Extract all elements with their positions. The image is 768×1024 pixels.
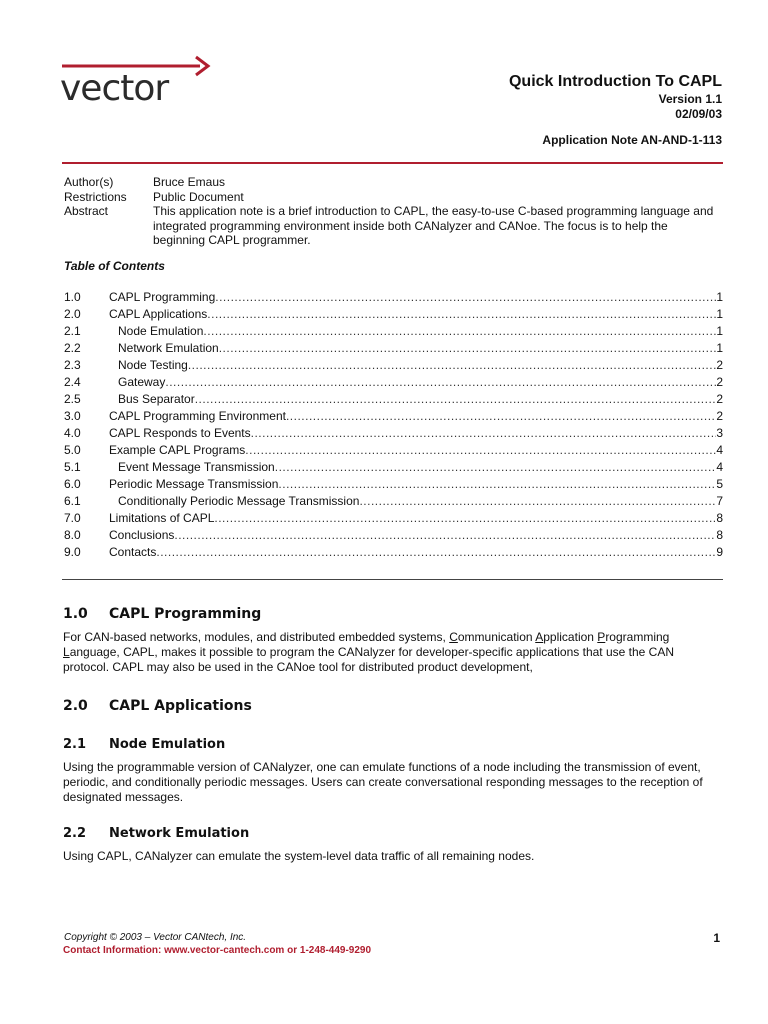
section-title: Network Emulation [109,826,250,841]
toc-entry-page: 8 [716,528,723,542]
toc-entry-number: 6.1 [64,494,81,508]
meta-abstract-row [64,204,719,248]
section-capl-applications [63,698,723,714]
paragraph-text: ommunication [457,630,536,644]
footer-copyright: Copyright © 2003 – Vector CANtech, Inc. [64,932,247,943]
toc-entry[interactable] [64,544,723,561]
toc-leader-dots [278,476,716,493]
meta-author-row [64,175,719,190]
acronym-letter: C [449,630,458,644]
toc-entry-number: 9.0 [64,545,81,559]
toc-entry-page: 9 [716,545,723,559]
toc-leader-dots [245,442,716,459]
logo-wordmark: vector [60,68,169,106]
toc-entry[interactable] [64,306,723,323]
toc-entry[interactable] [64,527,723,544]
toc-entry-title: Limitations of CAPL [109,511,215,525]
toc-entry[interactable] [64,442,723,459]
toc-leader-dots [203,323,716,340]
section-capl-programming [63,606,723,675]
toc-entry-page: 4 [716,443,723,457]
toc-entry-page: 2 [716,409,723,423]
toc-entry-page: 2 [716,392,723,406]
toc-leader-dots [215,289,716,306]
meta-restrictions-label: Restrictions [64,189,127,204]
toc-entry-title: Conclusions [109,528,175,542]
section-number: 1.0 [63,606,88,622]
toc-leader-dots [219,340,717,357]
toc-entry-page: 1 [716,290,723,304]
section-number: 2.1 [63,737,87,752]
toc-entry-title: Bus Separator [118,392,195,406]
toc-entry-title: Node Emulation [118,324,204,338]
toc-entry-title: Node Testing [118,358,188,372]
toc-entry-title: CAPL Applications [109,307,208,321]
toc-entry-title: CAPL Responds to Events [109,426,251,440]
meta-author-value: Bruce Emaus [153,175,226,189]
toc-entry-title: Network Emulation [118,341,219,355]
toc-entry[interactable] [64,476,723,493]
toc-entry-title: CAPL Programming Environment [109,409,286,423]
toc-heading: Table of Contents [64,259,165,273]
section-heading [63,606,723,622]
acronym-letter: A [535,630,544,644]
toc-entry-page: 1 [716,307,723,321]
toc-entry[interactable] [64,357,723,374]
toc-leader-dots [286,408,716,425]
toc-entry[interactable] [64,289,723,306]
paragraph-text: rogramming [605,630,670,644]
meta-abstract-value: This application note is a brief introduction to CAPL, the easy-to-use C-based programming language and integrated programming environment inside both CANalyzer and CANoe. The focus is to help the beginning CAPL programmer. [153,204,714,247]
acronym-letter: L [63,645,70,659]
acronym-letter: P [597,630,606,644]
toc-entry-number: 3.0 [64,409,81,423]
document-header [509,72,722,148]
toc-entry-number: 2.4 [64,375,81,389]
toc-entry[interactable] [64,493,723,510]
footer-contact-info: Contact Information: www.vector-cantech.com or 1-248-449-9290 [63,945,372,956]
subsection-heading [63,737,723,752]
document-meta [64,175,719,248]
paragraph-text: pplication [543,630,598,644]
section-network-emulation [63,826,723,864]
toc-entry-title: Conditionally Periodic Message Transmission [118,494,360,508]
meta-restrictions-value: Public Document [153,189,244,204]
section-paragraph [63,630,723,675]
meta-author-label: Author(s) [64,175,114,189]
toc-entry-number: 5.1 [64,460,81,474]
toc-entry-title: Example CAPL Programs [109,443,246,457]
toc-entry-page: 3 [716,426,723,440]
toc-entry-page: 1 [716,324,723,338]
toc-leader-dots [359,493,716,510]
toc-divider [62,579,723,580]
section-title: Node Emulation [109,737,226,752]
meta-abstract-label: Abstract [64,204,109,218]
subsection-heading [63,826,723,841]
toc-leader-dots [188,357,716,374]
section-number: 2.2 [63,826,87,841]
toc-entry-number: 1.0 [64,290,81,304]
toc-entry-page: 2 [716,375,723,389]
toc-entry-number: 4.0 [64,426,81,440]
toc-entry[interactable] [64,340,723,357]
toc-entry-page: 8 [716,511,723,525]
toc-entry-title: Periodic Message Transmission [109,477,279,491]
toc-entry-title: CAPL Programming [109,290,216,304]
section-number: 2.0 [63,698,88,714]
table-of-contents [64,289,723,561]
toc-leader-dots [207,306,716,323]
paragraph-text: anguage, CAPL, makes it possible to program the CANalyzer for developer-specific applications that use the CAN protocol. CAPL may also be used in the CANoe tool for distributed product development, [63,645,674,674]
toc-entry-title: Gateway [118,375,166,389]
toc-entry[interactable] [64,323,723,340]
toc-entry-number: 2.2 [64,341,81,355]
section-title: CAPL Programming [109,606,262,622]
toc-leader-dots [165,374,716,391]
page-number: 1 [713,931,720,945]
toc-entry[interactable] [64,510,723,527]
toc-entry[interactable] [64,374,723,391]
toc-leader-dots [251,425,717,442]
toc-entry-page: 2 [716,358,723,372]
vector-logo [60,54,212,106]
section-paragraph: Using the programmable version of CANalyzer, one can emulate functions of a node including the transmission of event, periodic, and conditionally periodic messages. Users can create conversational responding messages to the reception of designated messages. [63,760,703,804]
section-node-emulation [63,737,723,805]
section-title: CAPL Applications [109,698,252,714]
header-divider [62,162,723,164]
toc-entry-number: 2.5 [64,392,81,406]
toc-entry[interactable] [64,425,723,442]
toc-entry-number: 2.3 [64,358,81,372]
toc-entry-title: Contacts [109,545,157,559]
document-date: 02/09/03 [675,107,722,121]
toc-entry-number: 6.0 [64,477,81,491]
meta-restrictions-row [64,190,719,205]
paragraph-text: For CAN-based networks, modules, and distributed embedded systems, [63,630,450,644]
toc-entry-page: 1 [716,341,723,355]
section-paragraph: Using CAPL, CANalyzer can emulate the system-level data traffic of all remaining nodes. [63,849,535,863]
toc-entry-page: 4 [716,460,723,474]
toc-entry-number: 7.0 [64,511,81,525]
toc-entry-page: 5 [716,477,723,491]
document-title: Quick Introduction To CAPL [508,73,722,90]
toc-leader-dots [156,544,716,561]
toc-entry[interactable] [64,391,723,408]
application-note-id: Application Note AN-AND-1-113 [542,133,722,147]
toc-entry-page: 7 [716,494,723,508]
toc-entry-number: 8.0 [64,528,81,542]
toc-leader-dots [174,527,716,544]
section-heading [63,698,723,714]
toc-entry-number: 5.0 [64,443,81,457]
toc-entry[interactable] [64,459,723,476]
toc-entry-title: Event Message Transmission [118,460,275,474]
toc-leader-dots [214,510,716,527]
toc-entry-number: 2.1 [64,324,81,338]
toc-entry[interactable] [64,408,723,425]
toc-leader-dots [275,459,717,476]
document-version: Version 1.1 [658,92,722,106]
toc-entry-number: 2.0 [64,307,81,321]
toc-leader-dots [195,391,717,408]
